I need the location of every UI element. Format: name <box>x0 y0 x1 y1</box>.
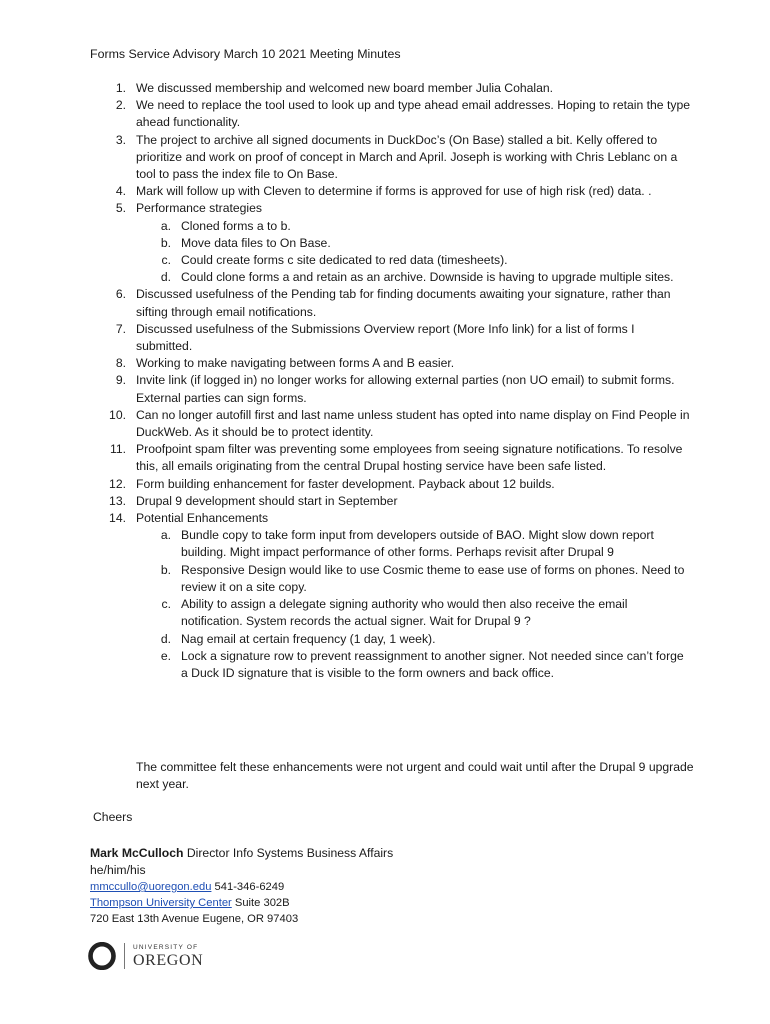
email-link[interactable]: mmccullo@uoregon.edu <box>90 881 212 893</box>
sublist-item: b. Responsive Design would like to use Cosmic theme to ease use of forms on phones. Need to review it on a site copy. <box>160 562 685 594</box>
list-item: 3. The project to archive all signed documents in DuckDoc’s (On Base) stalled a bit. Kelly offered to prioritize and work on proof of concept in March and April. Joseph is working with Chris Leblanc on a tool to pass the index file to On Base. <box>115 132 678 182</box>
sublist-item: c. Could create forms c site dedicated to red data (timesheets). <box>161 253 508 268</box>
logo-wordmark: UNIVERSITY OF OREGON <box>133 943 204 969</box>
signature-address: 720 East 13th Avenue Eugene, OR 97403 <box>90 913 299 925</box>
list-item: 12. Form building enhancement for faster development. Payback about 12 builds. <box>109 476 555 491</box>
signature-name-line <box>90 845 393 862</box>
building-link[interactable]: Thompson University Center <box>90 897 232 909</box>
list-item: 8. Working to make navigating between forms A and B easier. <box>115 356 455 371</box>
logo-divider <box>124 943 125 969</box>
list-item: 13. Drupal 9 development should start in September <box>109 493 398 508</box>
cheers-text: Cheers <box>93 810 133 824</box>
signature-suite: Suite 302B <box>231 897 290 909</box>
list-item: 5. Performance strategies a. Cloned forms a to b. b. Move data files to On Base. c. Could create forms c site dedicated to red data (timesheets). d. Could clone forms a and retain as an archive. Downside is having to upgrade multiple sites. <box>92 200 692 286</box>
sublist-enhancements <box>136 527 692 682</box>
list-item: 14. Potential Enhancements a. Bundle copy to take form input from developers outside of BAO. Might slow down report building. Might impact performance of other forms. Perhaps revisit after Drupal 9 b. Responsive Design would like to use Cosmic theme to ease use of forms on phones. Need to review it on a site copy. c. Ability to assign a delegate signing authority who would then also receive the email notification. System records the actual signer. Wait for Drupal 9 ? d. Nag email at certain frequency (1 day, 1 week). e. Lock a signature row to prevent reassignment to another signer. Not needed since can’t forge a Duck ID signature that is visible to the form owners and back office. <box>92 510 692 682</box>
document-title: Forms Service Advisory March 10 2021 Meeting Minutes <box>90 47 401 61</box>
sublist-item: e. Lock a signature row to prevent reassignment to another signer. Not needed since can’t forge a Duck ID signature that is visible to the form owners and back office. <box>160 648 684 680</box>
sublist-item: d. Nag email at certain frequency (1 day, 1 week). <box>160 631 436 646</box>
signature-contact-line <box>90 879 393 895</box>
signature-pronouns: he/him/his <box>90 863 146 877</box>
minutes-list <box>92 80 692 682</box>
closing-paragraph: The committee felt these enhancements were not urgent and could wait until after the Drupal 9 upgrade next year. <box>136 760 694 792</box>
signature-phone: 541-346-6249 <box>211 881 285 893</box>
list-item: 4. Mark will follow up with Cleven to determine if forms is approved for use of high risk (red) data. . <box>115 184 652 199</box>
oregon-o-icon <box>88 942 116 970</box>
sublist-item: b. Move data files to On Base. <box>160 235 331 250</box>
list-item: 1. We discussed membership and welcomed new board member Julia Cohalan. <box>115 81 554 95</box>
sublist-item: a. Bundle copy to take form input from developers outside of BAO. Might slow down report building. Might impact performance of other forms. Perhaps revisit after Drupal 9 <box>160 528 654 560</box>
list-item: 10. Can no longer autofill first and last name unless student has opted into name display on Find People in DuckWeb. As it should be to protect identity. <box>109 407 690 440</box>
list-item: 2. We need to replace the tool used to look up and type ahead email addresses. Hoping to retain the type ahead functionality. <box>115 98 690 130</box>
signature-role: Director Info Systems Business Affairs <box>183 846 394 860</box>
sublist-item: d. Could clone forms a and retain as an archive. Downside is having to upgrade multiple sites. <box>160 270 674 285</box>
list-item: 11. Proofpoint spam filter was preventing some employees from seeing signature notifications. To resolve this, all emails originating from the central Drupal hosting service have been safe listed. <box>109 442 683 474</box>
university-logo <box>88 942 203 970</box>
signature-building-line <box>90 895 393 911</box>
sublist-item: a. Cloned forms a to b. <box>160 218 291 233</box>
list-item: 7. Discussed usefulness of the Submissions Overview report (More Info link) for a list of forms I submitted. <box>115 321 635 354</box>
sublist-item: c. Ability to assign a delegate signing authority who would then also receive the email notification. System records the actual signer. Wait for Drupal 9 ? <box>161 597 628 629</box>
signature-name: Mark McCulloch <box>90 846 184 860</box>
sublist-performance <box>136 218 692 287</box>
list-item: 6. Discussed usefulness of the Pending tab for finding documents awaiting your signature, rather than sifting through email notifications. <box>115 287 671 319</box>
list-item: 9. Invite link (if logged in) no longer works for allowing external parties (non UO email) to submit forms. External parties can sign forms. <box>115 373 675 405</box>
email-signature <box>90 845 393 927</box>
